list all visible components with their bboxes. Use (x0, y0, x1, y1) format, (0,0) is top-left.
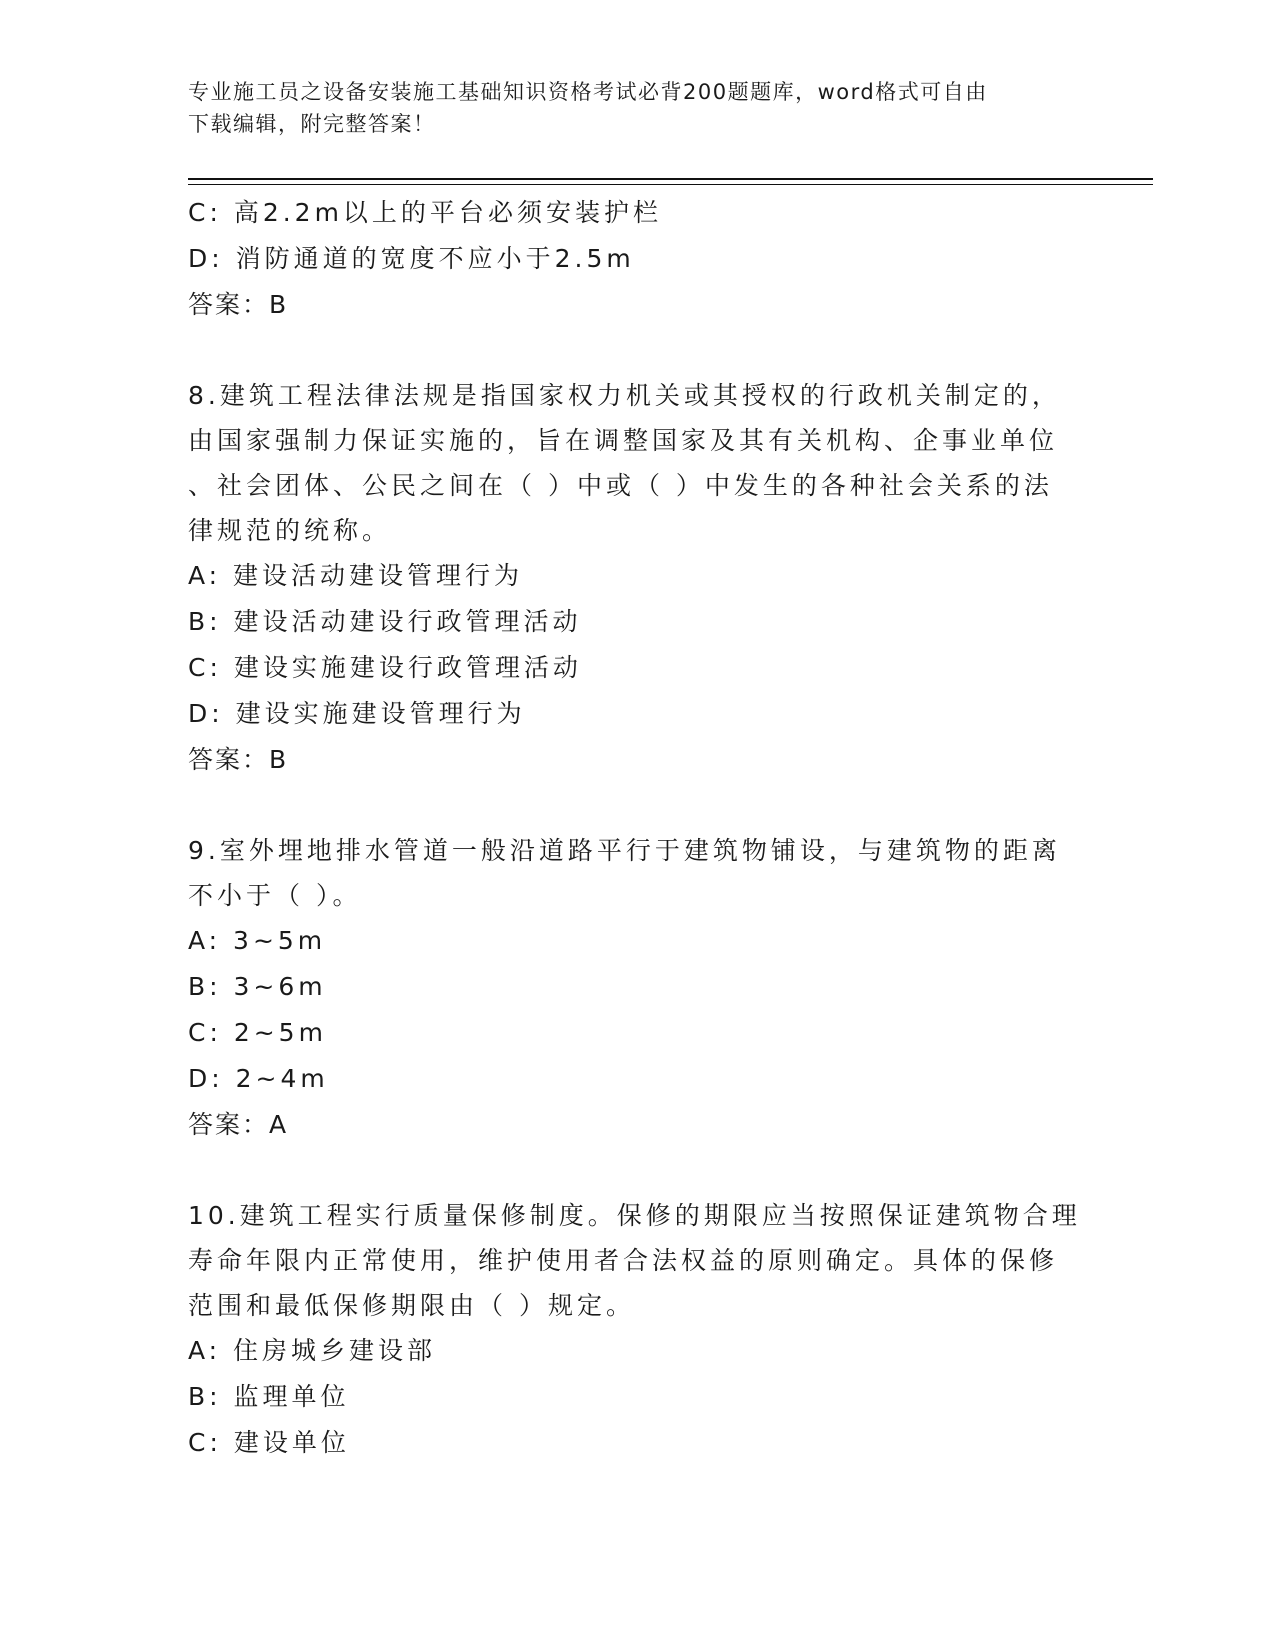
document-header (188, 76, 1088, 140)
stem-line: 寿命年限内正常使用，维护使用者合法权益的原则确定。具体的保修 (188, 1246, 1059, 1275)
question-10 (188, 1193, 1088, 1466)
header-divider-thick (188, 178, 1153, 180)
answer-line: 答案：B (188, 745, 289, 774)
option-d: D: 2~4m (188, 1064, 329, 1093)
stem-line: 不小于（ ）。 (188, 881, 362, 910)
stem-line: 8.建筑工程法律法规是指国家权力机关或其授权的行政机关制定的， (188, 381, 1061, 410)
option-a: A: 住房城乡建设部 (188, 1336, 437, 1365)
question-7-tail (188, 190, 1088, 328)
option-c: C: 2~5m (188, 1018, 327, 1047)
option-a: A: 3~5m (188, 926, 327, 955)
question-spacer (188, 1148, 1088, 1193)
header-line-1: 专业施工员之设备安装施工基础知识资格考试必背200题题库，word格式可自由 (188, 80, 988, 104)
option-a: A: 建设活动建设管理行为 (188, 561, 524, 590)
stem-line: 由国家强制力保证实施的，旨在调整国家及其有关机构、企事业单位 (188, 426, 1059, 455)
question-stem (188, 828, 1088, 918)
option-c: C: 建设单位 (188, 1428, 350, 1457)
question-spacer (188, 328, 1088, 373)
answer-line: 答案：A (188, 1110, 289, 1139)
stem-line: 10.建筑工程实行质量保修制度。保修的期限应当按照保证建筑物合理 (188, 1201, 1081, 1230)
stem-line: 9.室外埋地排水管道一般沿道路平行于建筑物铺设，与建筑物的距离 (188, 836, 1061, 865)
option-b: B: 建设活动建设行政管理活动 (188, 607, 582, 636)
question-9 (188, 828, 1088, 1148)
answer-line: 答案：B (188, 290, 289, 319)
option-c: C: 建设实施建设行政管理活动 (188, 653, 582, 682)
option-b: B: 监理单位 (188, 1382, 350, 1411)
header-divider-thin (188, 184, 1153, 185)
header-line-2: 下载编辑，附完整答案！ (188, 112, 436, 136)
option-c: C: 高2.2m以上的平台必须安装护栏 (188, 198, 662, 227)
option-d: D: 消防通道的宽度不应小于2.5m (188, 244, 635, 273)
question-stem (188, 1193, 1088, 1328)
document-body (188, 190, 1088, 1466)
option-b: B: 3~6m (188, 972, 327, 1001)
stem-line: 、社会团体、公民之间在（ ）中或（ ）中发生的各种社会关系的法 (188, 471, 1053, 500)
question-stem (188, 373, 1088, 553)
stem-line: 范围和最低保修期限由（ ）规定。 (188, 1291, 635, 1320)
question-spacer (188, 783, 1088, 828)
option-d: D: 建设实施建设管理行为 (188, 699, 526, 728)
stem-line: 律规范的统称。 (188, 516, 392, 545)
question-8 (188, 373, 1088, 783)
